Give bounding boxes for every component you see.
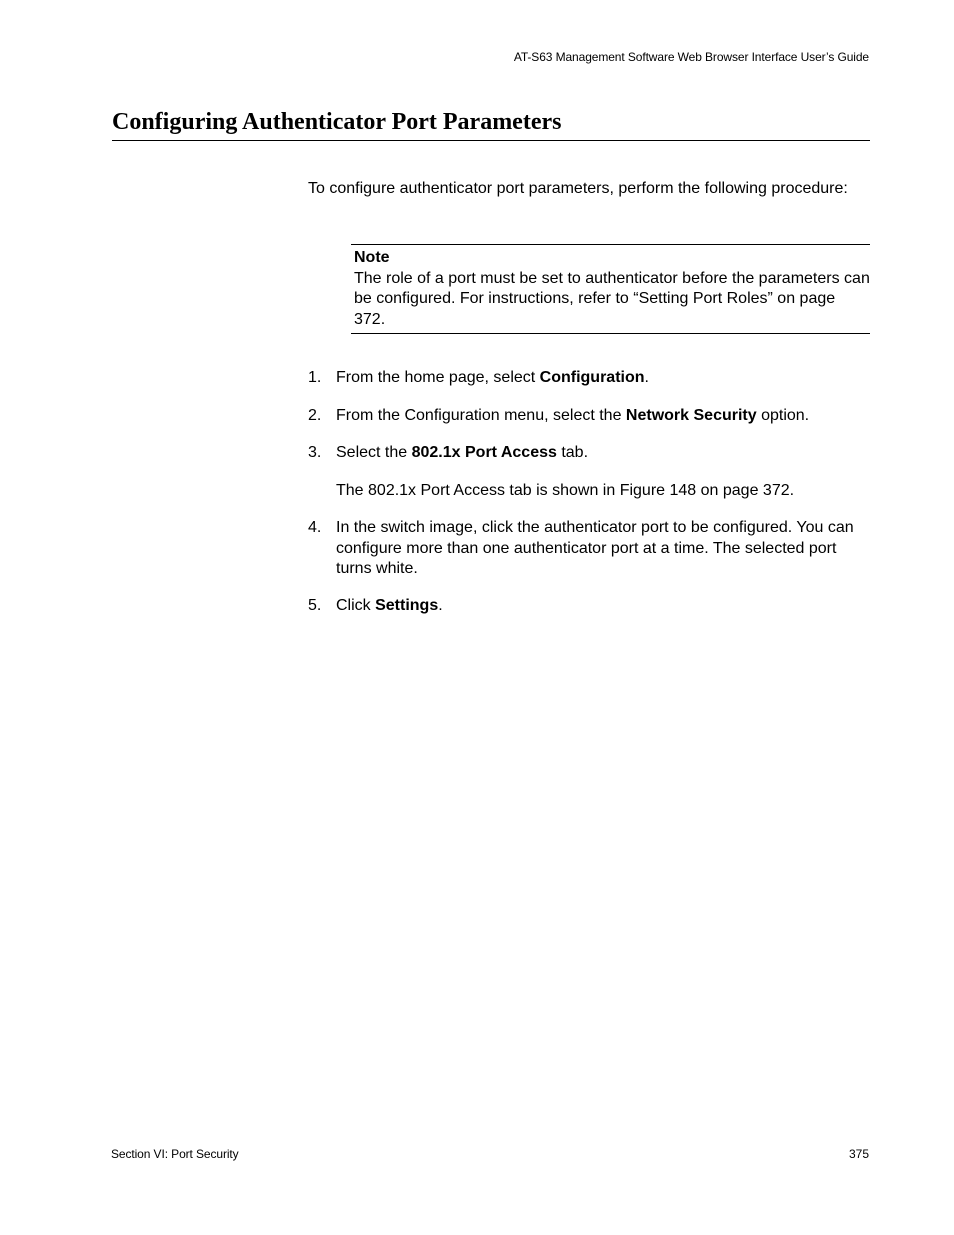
note-text: The role of a port must be set to authenticator before the parameters can be configured. For instructions, refer to “Setting Port Roles” on page 372.	[354, 269, 870, 328]
intro-paragraph: To configure authenticator port parameters, perform the following procedure:	[308, 180, 848, 197]
step-number: 2.	[308, 407, 322, 424]
step-text-after: tab.	[556, 444, 589, 461]
step-number: 5.	[308, 597, 322, 614]
note-box	[351, 244, 870, 334]
footer-section-label: Section VI: Port Security	[111, 1147, 239, 1161]
procedure-step-1	[308, 368, 870, 389]
step-text-after: option.	[756, 407, 810, 424]
step-text-bold: Network Security	[625, 407, 757, 424]
step-number: 4.	[308, 519, 322, 536]
step-text-before: From the Configuration menu, select the	[336, 407, 626, 424]
footer-page-number: 375	[848, 1147, 869, 1161]
step-text-bold: Configuration	[539, 369, 645, 386]
step-number: 3.	[308, 444, 322, 461]
procedure-step-5	[308, 596, 870, 617]
procedure-step-2	[308, 406, 870, 427]
step-text-before: Select the	[336, 444, 412, 461]
step-number: 1.	[308, 369, 322, 386]
step-text-bold: 802.1x Port Access	[411, 444, 557, 461]
step-text	[336, 406, 870, 427]
step-text	[336, 596, 870, 617]
step-text-after: .	[644, 369, 649, 386]
procedure-step-4	[308, 518, 870, 580]
step-text: In the switch image, click the authenticator port to be configured. You can configure more than one authenticator port at a time. The selected port turns white.	[336, 519, 854, 577]
step-text-after: .	[438, 597, 443, 614]
running-header: AT-S63 Management Software Web Browser Interface User’s Guide	[513, 50, 869, 64]
step-text-before: From the home page, select	[336, 369, 540, 386]
step-text-bold: Settings	[375, 597, 439, 614]
procedure-step-3	[308, 443, 870, 464]
step-text	[336, 443, 870, 464]
step-text-before: Click	[336, 597, 376, 614]
step-3-followup: The 802.1x Port Access tab is shown in Figure 148 on page 372.	[336, 482, 795, 499]
step-text	[336, 368, 870, 389]
note-title: Note	[354, 249, 390, 266]
section-title: Configuring Authenticator Port Parameters	[112, 108, 870, 141]
